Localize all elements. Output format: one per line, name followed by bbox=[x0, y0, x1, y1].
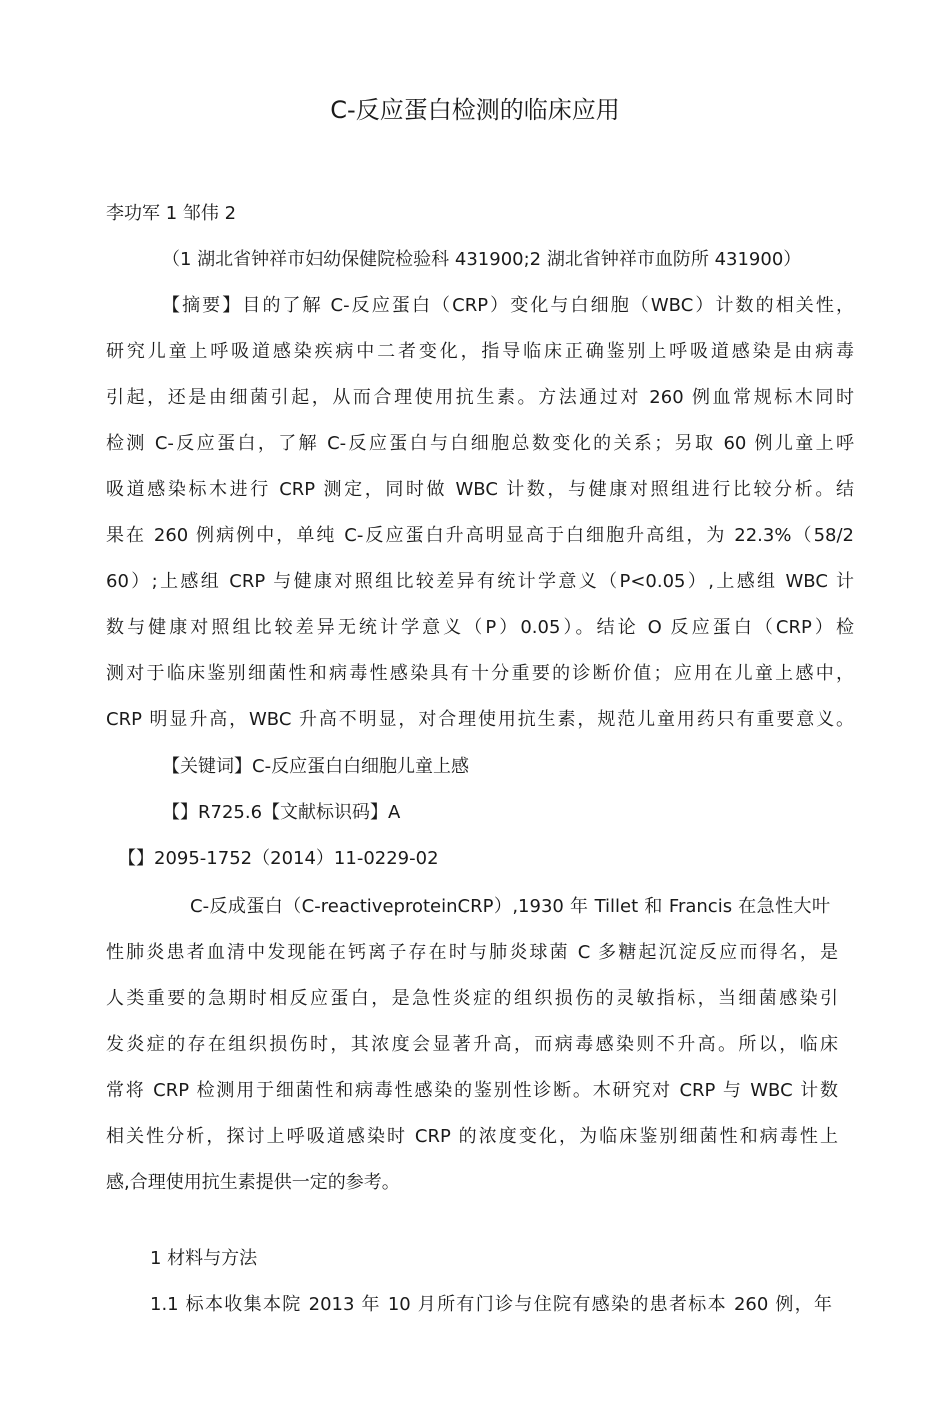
abstract-line: 测对于临床鉴别细菌性和病毒性感染具有十分重要的诊断价值；应用在儿童上感中， bbox=[106, 663, 854, 684]
paper-title: C-反应蛋白检测的临床应用 bbox=[330, 96, 620, 124]
intro-line: 人类重要的急期时相反应蛋白，是急性炎症的组织损伤的灵敏指标，当细菌感染引 bbox=[106, 988, 838, 1009]
abstract-line: 数与健康对照组比较差异无统计学意义（P）0.05）。结论 O 反应蛋白（CRP）检 bbox=[106, 617, 854, 638]
abstract-line: 引起，还是由细菌引起，从而合理使用抗生素。方法通过对 260 例血常规标木同时 bbox=[106, 387, 854, 408]
abstract-line: CRP 明显升高，WBC 升高不明显，对合理使用抗生素，规范儿童用药只有重要意义。 bbox=[106, 709, 854, 730]
article-id-line: 【】2095-1752（2014）11-0229-02 bbox=[118, 848, 439, 869]
abstract-line: 吸道感染标木进行 CRP 测定，同时做 WBC 计数，与健康对照组进行比较分析。结 bbox=[106, 479, 854, 500]
abstract-line: 研究儿童上呼吸道感染疾病中二者变化，指导临床正确鉴别上呼吸道感染是由病毒 bbox=[106, 341, 854, 362]
abstract-line: 【摘要】目的了解 C-反应蛋白（CRP）变化与白细胞（WBC）计数的相关性， bbox=[162, 295, 854, 316]
section-heading: 1 材料与方法 bbox=[150, 1248, 258, 1269]
intro-line: C-反成蛋白（C-reactiveproteinCRP）,1930 年 Tillet 和 Francis 在急性大叶 bbox=[190, 896, 830, 917]
intro-line: 性肺炎患者血清中发现能在钙离子存在时与肺炎球菌 C 多糖起沉淀反应而得名，是 bbox=[106, 942, 838, 963]
intro-line: 常将 CRP 检测用于细菌性和病毒性感染的鉴别性诊断。木研究对 CRP 与 WBC 计数 bbox=[106, 1080, 838, 1101]
classification-line: 【】R725.6【文献标识码】A bbox=[162, 802, 401, 823]
abstract-line: 60）;上感组 CRP 与健康对照组比较差异有统计学意义（P<0.05）,上感组 WBC 计 bbox=[106, 571, 854, 592]
abstract-line: 检测 C-反应蛋白，了解 C-反应蛋白与白细胞总数变化的关系；另取 60 例儿童上呼 bbox=[106, 433, 854, 454]
section-body-line: 1.1 标本收集本院 2013 年 10 月所有门诊与住院有感染的患者标本 260 例，年 bbox=[150, 1294, 832, 1315]
intro-line: 发炎症的存在组织损伤时，其浓度会显著升高，而病毒感染则不升高。所以，临床 bbox=[106, 1034, 838, 1055]
affiliation-line: （1 湖北省钟祥市妇幼保健院检验科 431900;2 湖北省钟祥市血防所 431900） bbox=[162, 249, 802, 270]
keywords-line: 【关键词】C-反应蛋白白细胞儿童上感 bbox=[162, 756, 470, 777]
intro-line: 感,合理使用抗生素提供一定的参考。 bbox=[106, 1172, 400, 1193]
author-line: 李功军 1 邹伟 2 bbox=[106, 203, 237, 224]
intro-line: 相关性分析，探讨上呼吸道感染时 CRP 的浓度变化，为临床鉴别细菌性和病毒性上 bbox=[106, 1126, 838, 1147]
abstract-line: 果在 260 例病例中，单纯 C-反应蛋白升高明显高于白细胞升高组，为 22.3%（58/2 bbox=[106, 525, 854, 546]
